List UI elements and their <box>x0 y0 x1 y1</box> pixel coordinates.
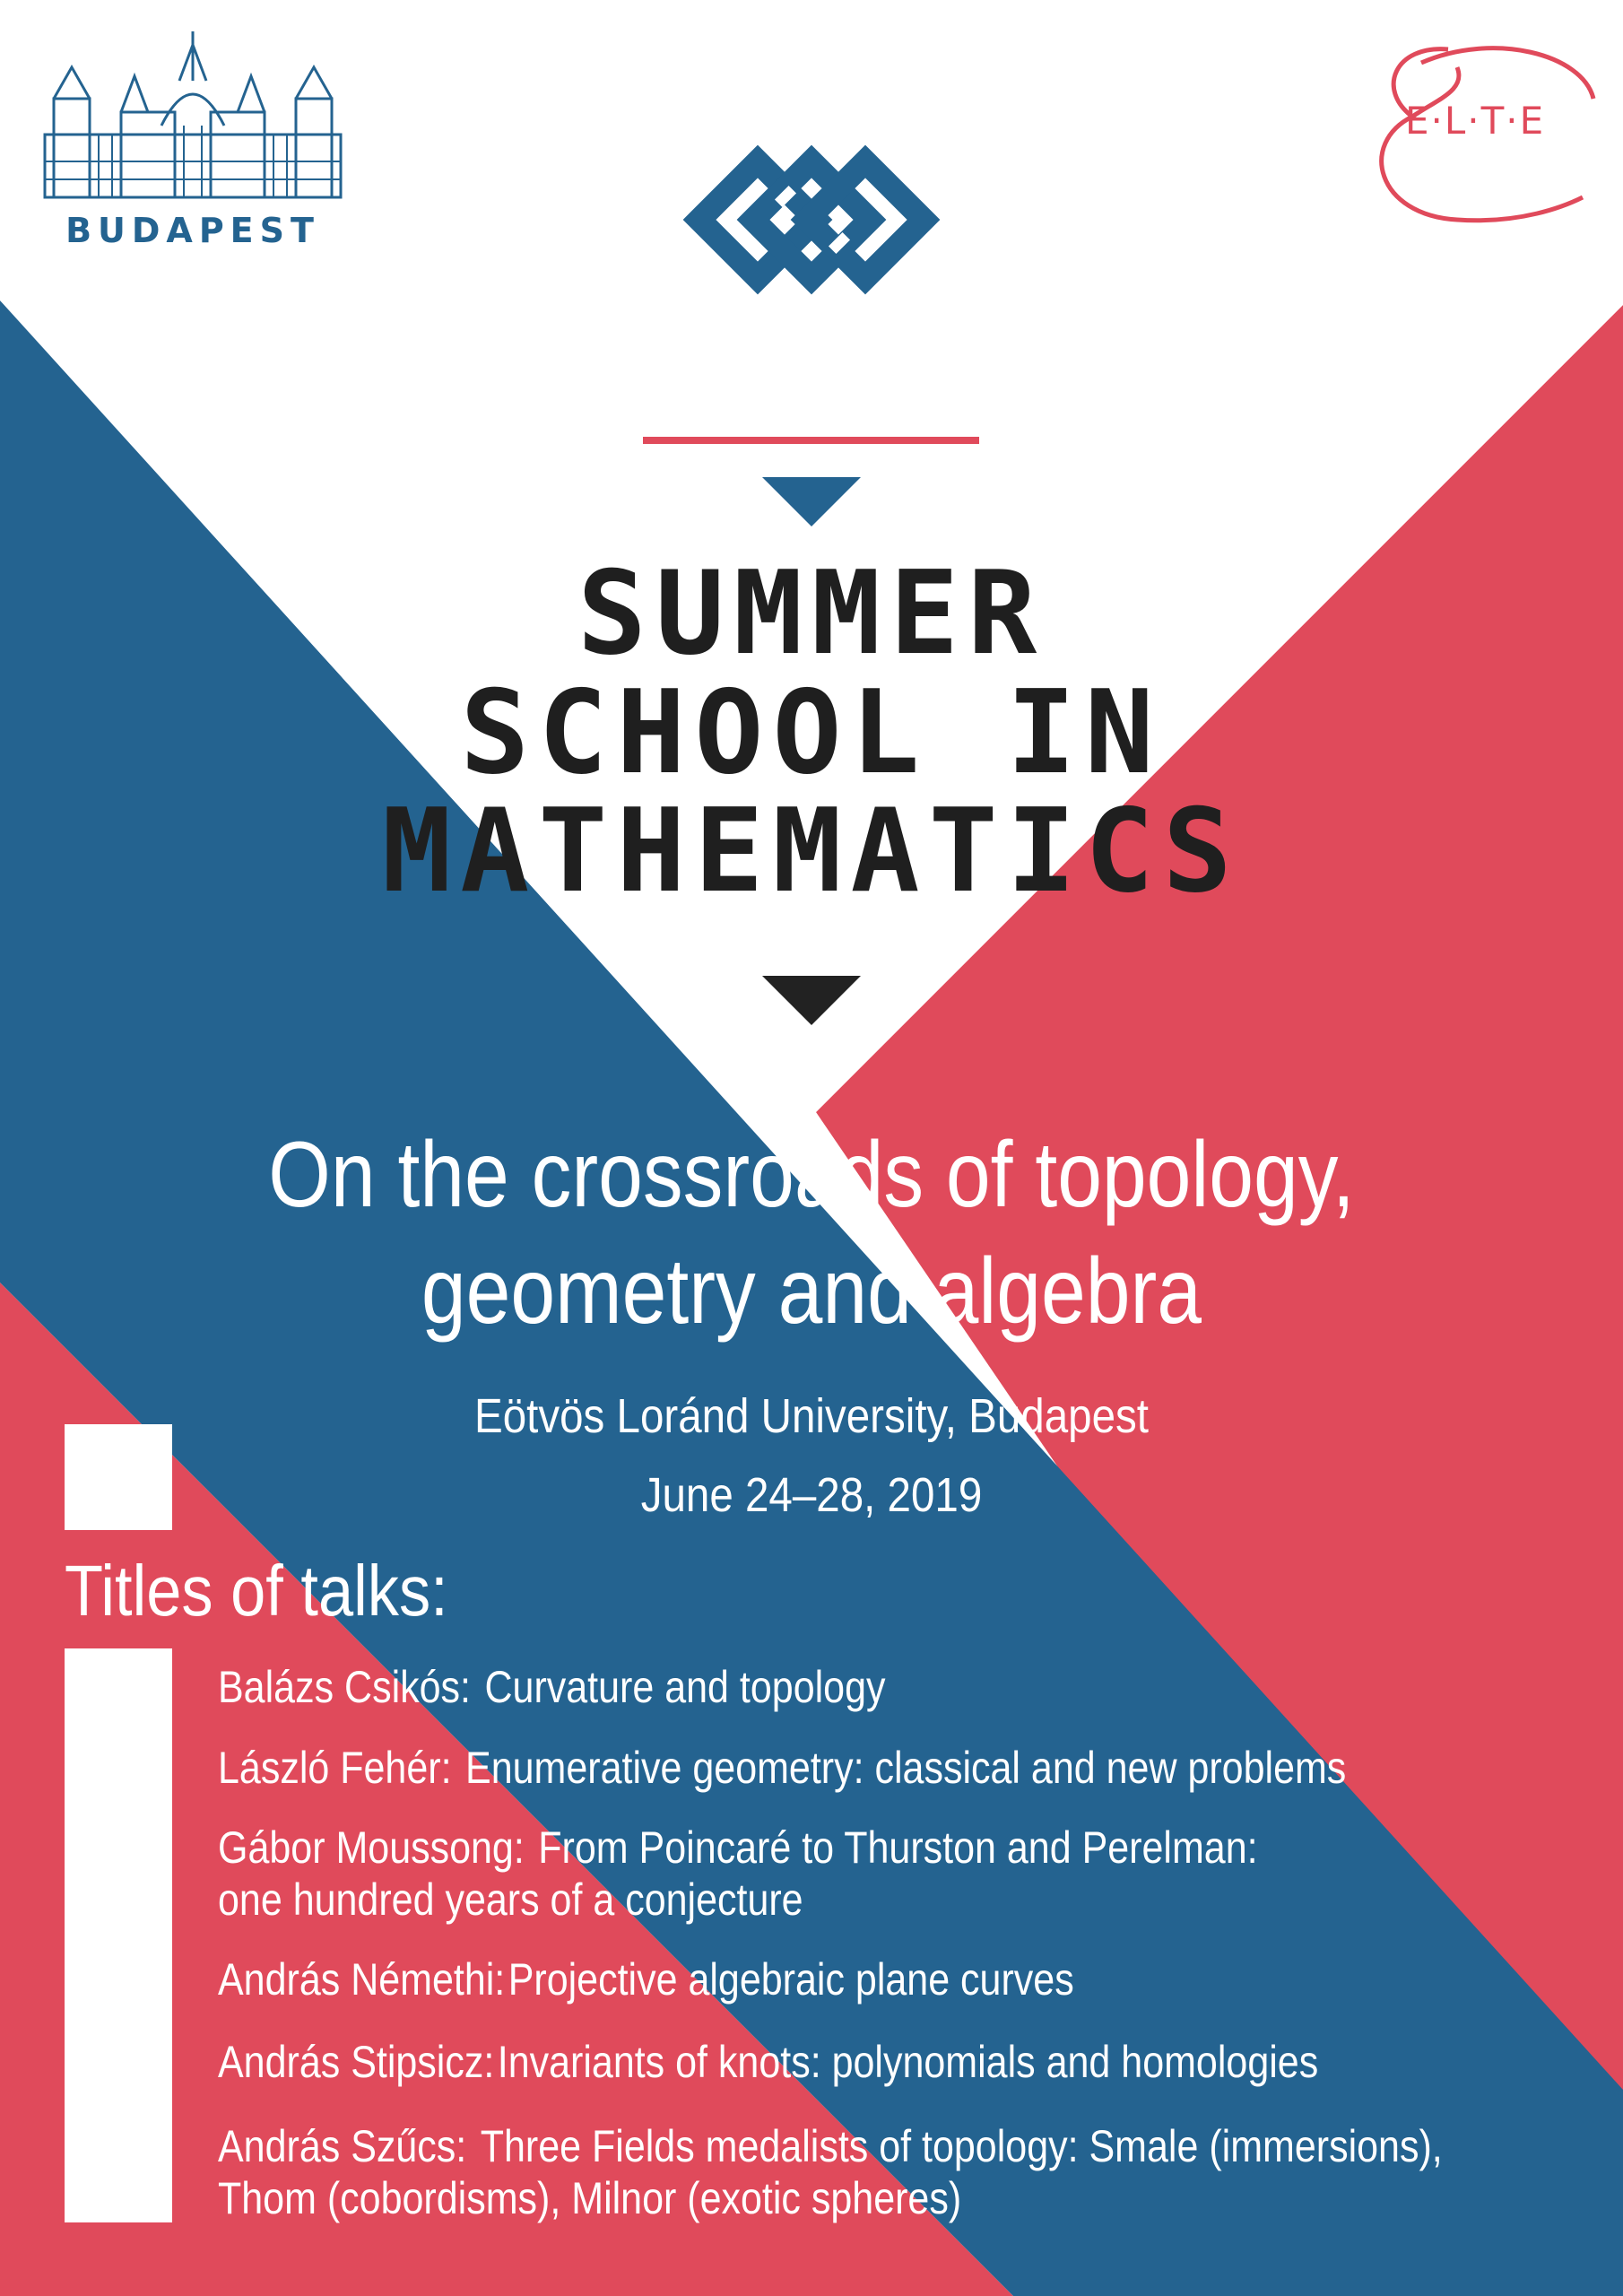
talk-speaker: András Némethi : <box>218 1954 505 2005</box>
blue-triangle-marker-icon <box>762 477 861 526</box>
talk-item <box>218 1742 1346 1794</box>
talk-title: Projective algebraic plane curves <box>508 1954 1074 2005</box>
talk-speaker: László Fehér : <box>218 1743 452 1793</box>
talk-speaker: András Szűcs : <box>218 2121 466 2171</box>
title-line-3: MATHEMATICS <box>382 785 1241 918</box>
dates: June 24–28, 2019 <box>640 1468 983 1522</box>
black-triangle-marker-icon <box>762 976 861 1025</box>
elte-logo <box>1358 27 1601 233</box>
talk-speaker: András Stipsicz : <box>218 2037 494 2087</box>
talk-speaker: Gábor Moussong : <box>218 1822 525 1873</box>
budapest-logo <box>36 27 350 260</box>
talk-item <box>218 1661 885 1713</box>
talk-title: Curvature and topology <box>484 1662 886 1712</box>
red-divider <box>643 437 979 444</box>
decorative-white-bar <box>65 1648 172 2222</box>
title-line-2: SCHOOL IN <box>460 666 1163 800</box>
decorative-white-block-top <box>65 1424 172 1530</box>
talk-item-continuation <box>218 1874 803 1926</box>
talk-item <box>218 2036 1318 2088</box>
talk-title: Three Fields medalists of topology: Smale (immersions), <box>480 2121 1443 2171</box>
parliament-building-icon <box>36 27 350 206</box>
talks-heading: Titles of talks: <box>65 1551 448 1631</box>
talk-item <box>218 1822 1258 1874</box>
talk-speaker: Balázs Csikós : <box>218 1662 471 1712</box>
talk-title: From Poincaré to Thurston and Perelman: <box>538 1822 1258 1873</box>
talk-title: one hundred years of a conjecture <box>218 1874 803 1925</box>
talk-item-continuation <box>218 2172 961 2224</box>
talk-item <box>218 2120 1443 2172</box>
talk-title: Enumerative geometry: classical and new problems <box>465 1743 1347 1793</box>
talk-title: Thom (cobordisms), Milnor (exotic spheres) <box>218 2173 962 2223</box>
venue: Eötvös Loránd University, Budapest <box>474 1389 1149 1443</box>
budapest-caption: BUDAPEST <box>65 211 320 250</box>
interlaced-knot-icon <box>646 103 977 336</box>
title-line-1: SUMMER <box>577 547 1046 681</box>
talk-item <box>218 1953 1074 2005</box>
elte-wordmark: E·L·T·E <box>1405 99 1546 143</box>
talk-title: Invariants of knots: polynomials and homologies <box>497 2037 1319 2087</box>
subtitle-line-1: On the crossroads of topology, <box>268 1123 1355 1227</box>
subtitle-line-2: geometry and algebra <box>421 1239 1202 1344</box>
